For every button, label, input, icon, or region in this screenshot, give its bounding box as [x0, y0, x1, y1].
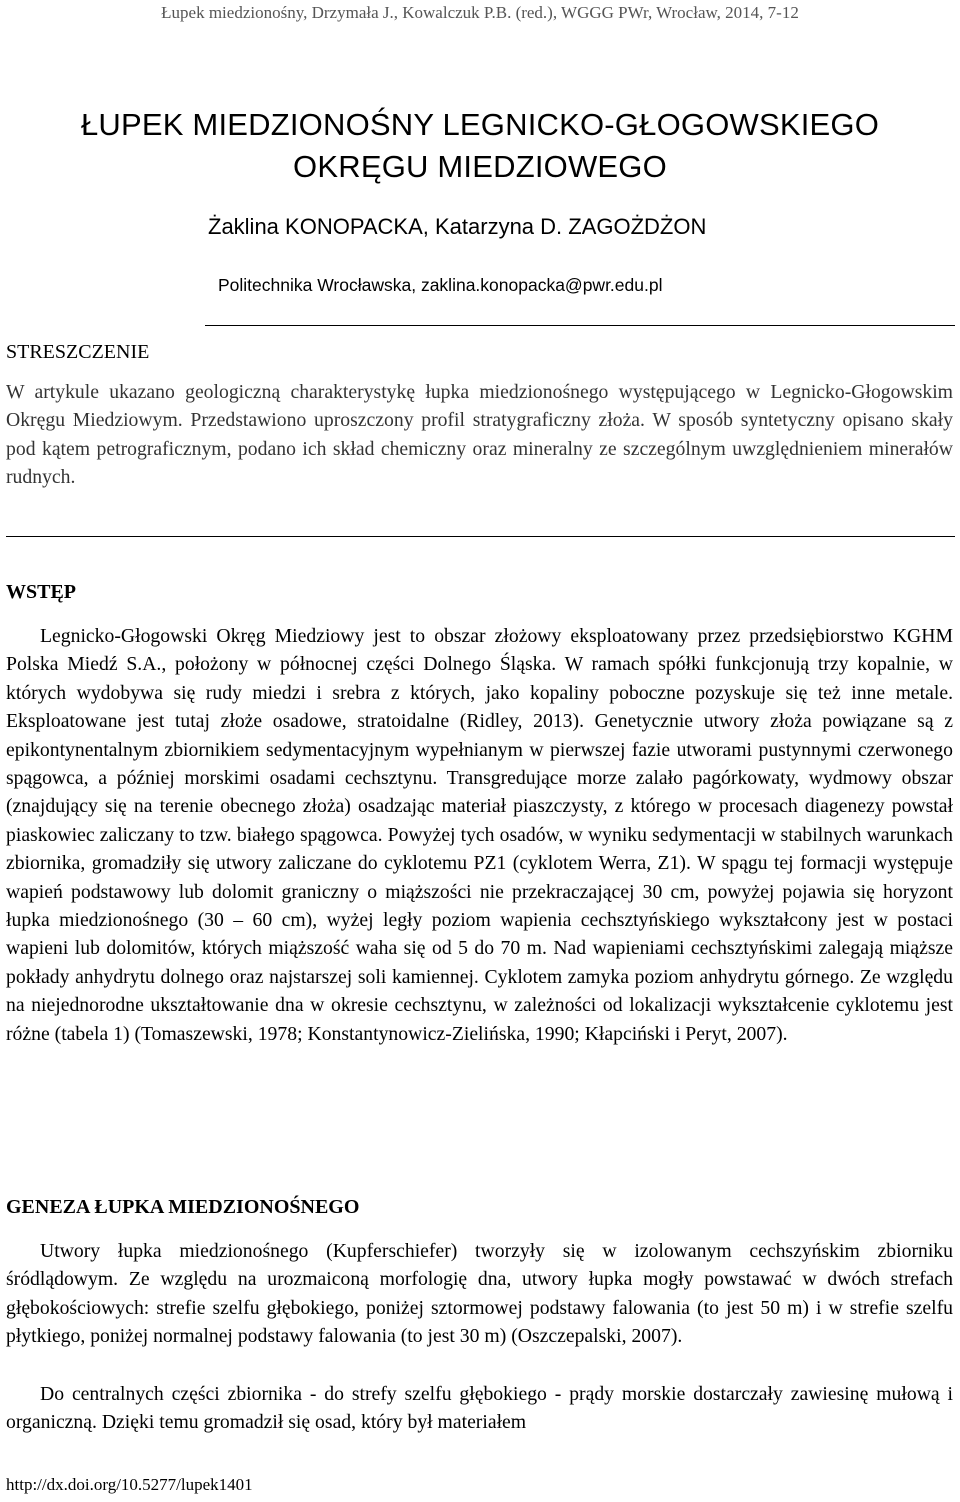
running-head: Łupek miedzionośny, Drzymała J., Kowalczuk P.B. (red.), WGGG PWr, Wrocław, 2014, 7-12 — [161, 3, 799, 22]
intro-text: Legnicko-Głogowski Okręg Miedziowy jest to obszar złożowy eksploatowany przez przedsiębiorstwo KGHM Polska Miedź S.A., położony w północnej części Dolnego Śląska. W ramach spółki funkcjonują trzy kopalnie, w których wydobywa się rudy miedzi i srebra z których, jako kopaliny poboczne pozyskuje się też inne metale. Eksploatowane jest tutaj złoże osadowe, stratoidalne (Ridley, 2013). Genetycznie utwory złoża powiązane są z epikontynentalnym zbiornikiem sedymentacyjnym wypełnianym w pierwszej fazie utworami pustynnymi czerwonego spągowca, a później morskimi osadami cechsztynu. Transgredujące morze zalało pagórkowaty, wydmowy obszar (znajdujący się na terenie obecnego złoża) osadzając materiał piaszczysty, z którego w procesach diagenezy powstał piaskowiec zaliczany to tzw. białego spągowca. Powyżej tych osadów, w wyniku sedymentacji w stabilnych warunkach zbiornika, gromadziły się utwory zaliczane do cyklotemu PZ1 (cyklotem Werra, Z1). W spągu tej formacji występuje wapień podstawowy lub dolomit graniczny o miąższości nie przekraczającej 30 cm, powyżej pojawia się horyzont łupka miedzionośnego (30 – 60 cm), wyżej legły poziom wapienia cechsztyńskiego wykształcony jest w postaci wapieni lub dolomitów, których miąższość waha się od 5 do 70 m. Nad wapieniami cechsztyńskimi zalegają miąższe pokłady anhydrytu dolnego oraz najstarszej soli kamiennej. Cyklotem zamyka poziom anhydrytu górnego. Ze względu na niejednorodne ukształtowanie dna w okresie cechsztynu, w zależności od lokalizacji wykształcenie cyklotemu jest różne (tabela 1) (Tomaszewski, 1978; Konstantynowicz-Zielińska, 1990; Kłapciński i Peryt, 2007). — [6, 625, 953, 1045]
abstract-text: W artykule ukazano geologiczną charakterystykę łupka miedzionośnego występującego w Legnicko-Głogowskim Okręgu Miedziowym. Przedstawiono uproszczony profil stratygraficzny złoża. W sposób syntetyczny opisano skały pod kątem petrograficznym, podano ich skład chemiczny oraz mineralny ze szczególnym uwzględnieniem minerałów rudnych. — [6, 381, 953, 489]
genesis-paragraph-1: Utwory łupka miedzionośnego (Kupferschiefer) tworzyły się w izolowanym cechszyńskim zbiorniku śródlądowym. Ze względu na urozmaiconą morfologię dna, utwory łupka mogły powstawać w dwóch strefach głębokościowych: strefie szelfu głębokiego, poniżej sztormowej podstawy falowania (to jest 50 m) i w strefie szelfu płytkiego, poniżej normalnej podstawy falowania (to jest 30 m) (Oszczepalski, 2007). — [6, 1240, 953, 1348]
intro-heading: WSTĘP — [6, 581, 77, 603]
paper-title — [0, 104, 960, 188]
abstract-bottom-rule — [6, 536, 955, 537]
paper-title-line-1: ŁUPEK MIEDZIONOŚNY LEGNICKO-GŁOGOWSKIEGO — [80, 107, 880, 142]
genesis-heading: GENEZA ŁUPKA MIEDZIONOŚNEGO — [6, 1196, 360, 1218]
abstract-top-rule — [205, 325, 955, 326]
genesis-paragraph-2: Do centralnych części zbiornika - do strefy szelfu głębokiego - prądy morskie dostarczały zawiesinę mułową i organiczną. Dzięki temu gromadził się osad, który był materiałem — [6, 1383, 953, 1434]
abstract-heading: STRESZCZENIE — [6, 341, 150, 363]
affiliation: Politechnika Wrocławska, zaklina.konopacka@pwr.edu.pl — [218, 275, 663, 295]
paper-title-line-2: OKRĘGU MIEDZIOWEGO — [293, 149, 667, 184]
authors: Żaklina KONOPACKA, Katarzyna D. ZAGOŻDŻON — [208, 214, 707, 239]
doi-link[interactable]: http://dx.doi.org/10.5277/lupek1401 — [6, 1475, 253, 1494]
